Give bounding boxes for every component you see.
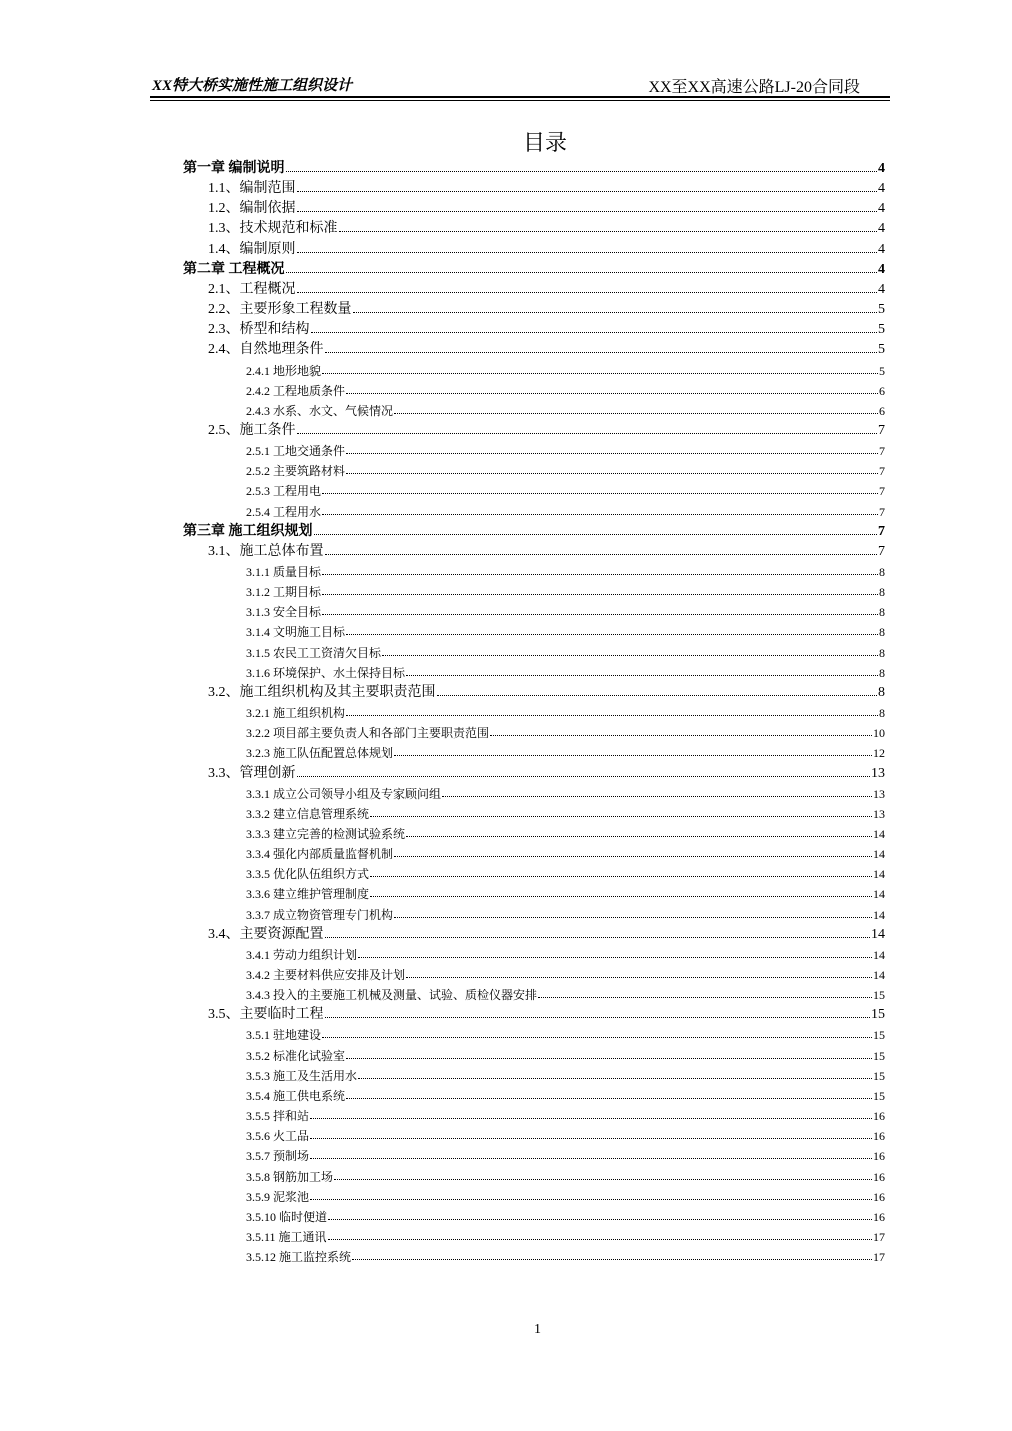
- toc-entry-page: 5: [879, 363, 885, 378]
- toc-entry-title: 3.5.11 施工通讯: [246, 1229, 327, 1244]
- toc-entry-page: 6: [879, 383, 885, 398]
- toc-dot-leader: [370, 816, 872, 817]
- header-rule: [150, 96, 890, 98]
- toc-entry-page: 4: [878, 221, 885, 237]
- toc-dot-leader: [325, 937, 871, 938]
- toc-entry-title: 3.3.5 优化队伍组织方式: [246, 867, 370, 882]
- toc-entry-page: 7: [879, 504, 885, 519]
- toc-entry[interactable]: [246, 620, 885, 640]
- toc-entry-page: 16: [873, 1209, 885, 1224]
- toc-entry[interactable]: [246, 983, 885, 1003]
- toc-entry[interactable]: [246, 862, 885, 882]
- toc-entry[interactable]: [208, 278, 885, 298]
- toc-dot-leader: [322, 1037, 872, 1038]
- toc-entry-page: 13: [871, 765, 885, 781]
- toc-entry-page: 4: [878, 181, 885, 197]
- toc-dot-leader: [353, 312, 878, 313]
- toc-dot-leader: [394, 413, 878, 414]
- toc-entry-title: 2.5.3 工程用电: [246, 484, 322, 499]
- toc-entry-title: 2.4.1 地形地貌: [246, 363, 322, 378]
- toc-entry-title: 3.5.6 火工品: [246, 1129, 310, 1144]
- toc-dot-leader: [297, 211, 878, 212]
- toc-dot-leader: [314, 534, 878, 535]
- toc-dot-leader: [346, 634, 878, 635]
- toc-entry-title: 1.4、编制原则: [208, 241, 296, 257]
- toc-entry-page: 4: [878, 161, 885, 176]
- toc-entry[interactable]: [246, 1124, 885, 1144]
- toc-dot-leader: [346, 715, 878, 716]
- toc-entry-page: 8: [879, 605, 885, 620]
- toc-entry-title: 3.4.1 劳动力组织计划: [246, 947, 358, 962]
- toc-entry[interactable]: [246, 782, 885, 802]
- toc-entry-page: 7: [878, 523, 885, 539]
- toc-entry-page: 14: [873, 847, 885, 862]
- toc-entry[interactable]: [208, 419, 885, 439]
- toc-entry-title: 1.1、编制范围: [208, 181, 296, 197]
- toc-entry[interactable]: [208, 762, 885, 782]
- toc-entry-title: 1.3、技术规范和标准: [208, 221, 338, 237]
- toc-dot-leader: [382, 655, 878, 656]
- toc-entry[interactable]: [246, 963, 885, 983]
- toc-dot-leader: [346, 1058, 872, 1059]
- toc-entry[interactable]: [246, 822, 885, 842]
- toc-dot-leader: [297, 433, 878, 434]
- toc-entry-title: 3.1.3 安全目标: [246, 605, 322, 620]
- toc-entry[interactable]: [246, 379, 885, 399]
- toc-entry-title: 第二章 工程概况: [183, 261, 285, 277]
- toc-entry[interactable]: [246, 721, 885, 741]
- toc-entry-page: 8: [879, 665, 885, 680]
- toc-entry[interactable]: [246, 459, 885, 479]
- toc-entry-title: 3.5.3 施工及生活用水: [246, 1068, 358, 1083]
- toc-entry-title: 2.5.1 工地交通条件: [246, 444, 346, 459]
- toc-entry[interactable]: [246, 943, 885, 963]
- toc-entry-page: 4: [878, 241, 885, 257]
- toc-dot-leader: [406, 977, 872, 978]
- toc-entry-page: 7: [878, 422, 885, 438]
- toc-entry[interactable]: [246, 1104, 885, 1124]
- toc-dot-leader: [322, 493, 878, 494]
- toc-dot-leader: [346, 393, 878, 394]
- toc-entry-page: 15: [871, 1007, 885, 1023]
- header-document-title: XX特大桥实施性施工组织设计: [152, 78, 353, 94]
- toc-entry[interactable]: [208, 238, 885, 258]
- toc-entry-title: 3.5.7 预制场: [246, 1149, 310, 1164]
- toc-entry-page: 17: [873, 1250, 885, 1265]
- toc-entry-page: 14: [873, 826, 885, 841]
- toc-entry[interactable]: [208, 177, 885, 197]
- toc-entry-title: 2.5、施工条件: [208, 422, 296, 438]
- toc-entry[interactable]: [246, 882, 885, 902]
- toc-entry[interactable]: [183, 520, 885, 540]
- toc-entry[interactable]: [208, 540, 885, 560]
- toc-entry-page: 12: [873, 746, 885, 761]
- toc-entry-title: 3.4、主要资源配置: [208, 926, 324, 942]
- toc-dot-leader: [325, 554, 878, 555]
- toc-entry-title: 3.3.6 建立维护管理制度: [246, 887, 370, 902]
- toc-entry-page: 8: [879, 645, 885, 660]
- toc-entry-title: 第三章 施工组织规划: [183, 523, 313, 539]
- toc-dot-leader: [346, 453, 878, 454]
- toc-dot-leader: [310, 1199, 872, 1200]
- toc-entry[interactable]: [246, 802, 885, 822]
- toc-entry-page: 14: [873, 887, 885, 902]
- toc-entry-page: 6: [879, 403, 885, 418]
- toc-entry-page: 5: [878, 322, 885, 338]
- toc-dot-leader: [352, 1259, 872, 1260]
- toc-dot-leader: [311, 332, 878, 333]
- toc-dot-leader: [394, 755, 872, 756]
- toc-entry-title: 3.5、主要临时工程: [208, 1007, 324, 1023]
- toc-dot-leader: [297, 252, 878, 253]
- toc-entry-title: 2.4.3 水系、水文、气候情况: [246, 403, 394, 418]
- toc-entry[interactable]: [246, 1144, 885, 1164]
- toc-entry-page: 14: [873, 968, 885, 982]
- toc-entry[interactable]: [208, 681, 885, 701]
- toc-entry-title: 3.4.2 主要材料供应安排及计划: [246, 968, 406, 982]
- toc-entry-title: 3.1.4 文明施工目标: [246, 625, 346, 640]
- toc-entry-title: 3.1.1 质量目标: [246, 565, 322, 579]
- toc-entry[interactable]: [208, 1003, 885, 1023]
- toc-entry-title: 3.3.2 建立信息管理系统: [246, 806, 370, 821]
- toc-dot-leader: [322, 574, 878, 575]
- toc-entry-title: 1.2、编制依据: [208, 201, 296, 217]
- toc-entry-page: 7: [879, 444, 885, 459]
- toc-entry[interactable]: [208, 923, 885, 943]
- toc-entry[interactable]: [246, 1165, 885, 1185]
- toc-entry[interactable]: [246, 500, 885, 520]
- toc-entry[interactable]: [208, 217, 885, 237]
- toc-dot-leader: [328, 1219, 872, 1220]
- toc-dot-leader: [322, 594, 878, 595]
- toc-entry-page: 15: [873, 1088, 885, 1103]
- toc-entry-page: 14: [873, 947, 885, 962]
- toc-dot-leader: [358, 957, 872, 958]
- toc-entry-page: 10: [873, 726, 885, 741]
- toc-dot-leader: [406, 675, 878, 676]
- toc-entry-page: 5: [878, 302, 885, 318]
- page-header: [150, 72, 890, 96]
- toc-entry-page: 8: [879, 625, 885, 640]
- toc-dot-leader: [322, 614, 878, 615]
- toc-entry[interactable]: [246, 701, 885, 721]
- toc-entry-page: 7: [878, 543, 885, 559]
- toc-dot-leader: [394, 917, 872, 918]
- toc-entry-title: 3.3.7 成立物资管理专门机构: [246, 907, 394, 922]
- toc-entry-title: 3.5.4 施工供电系统: [246, 1088, 346, 1103]
- toc-entry[interactable]: [246, 1185, 885, 1205]
- toc-entry-title: 3.3.4 强化内部质量监督机制: [246, 847, 394, 862]
- toc-entry-page: 16: [873, 1149, 885, 1164]
- toc-dot-leader: [286, 272, 878, 273]
- toc-entry-page: 15: [873, 988, 885, 1003]
- toc-entry-title: 3.5.10 临时便道: [246, 1209, 328, 1224]
- toc-entry-page: 13: [873, 806, 885, 821]
- toc-entry-title: 3.1.2 工期目标: [246, 585, 322, 600]
- toc-entry-title: 3.2、施工组织机构及其主要职责范围: [208, 684, 436, 700]
- toc-entry-page: 4: [878, 281, 885, 297]
- toc-entry-title: 3.3.3 建立完善的检测试验系统: [246, 826, 406, 841]
- toc-dot-leader: [442, 796, 872, 797]
- toc-entry[interactable]: [246, 1084, 885, 1104]
- toc-dot-leader: [394, 856, 872, 857]
- toc-entry-page: 16: [873, 1189, 885, 1204]
- toc-entry-page: 8: [879, 585, 885, 600]
- toc-dot-leader: [437, 695, 878, 696]
- toc-entry-page: 14: [873, 907, 885, 922]
- toc-entry-page: 13: [873, 786, 885, 801]
- toc-dot-leader: [297, 191, 878, 192]
- toc-entry-page: 4: [878, 261, 885, 277]
- toc-dot-leader: [339, 231, 878, 232]
- toc-dot-leader: [406, 836, 872, 837]
- toc-entry[interactable]: [246, 1225, 885, 1245]
- toc-entry-page: 15: [873, 1048, 885, 1063]
- toc-entry-title: 2.4、自然地理条件: [208, 342, 324, 358]
- toc-entry[interactable]: [246, 903, 885, 923]
- toc-entry-page: 17: [873, 1229, 885, 1244]
- toc-entry-title: 2.5.2 主要筑路材料: [246, 464, 346, 479]
- toc-entry[interactable]: [246, 600, 885, 620]
- toc-entry[interactable]: [208, 197, 885, 217]
- toc-entry-title: 3.4.3 投入的主要施工机械及测量、试验、质检仪器安排: [246, 988, 538, 1003]
- toc-dot-leader: [310, 1138, 872, 1139]
- toc-entry-page: 7: [879, 464, 885, 479]
- toc-title: 目录: [522, 130, 567, 155]
- page-number: 1: [534, 1322, 541, 1337]
- toc-entry-page: 7: [879, 484, 885, 499]
- toc-dot-leader: [310, 1158, 872, 1159]
- toc-entry-title: 3.1.6 环境保护、水土保持目标: [246, 665, 406, 680]
- toc-entry-title: 2.3、桥型和结构: [208, 322, 310, 338]
- toc-dot-leader: [322, 514, 878, 515]
- toc-entry-title: 3.1.5 农民工工资清欠目标: [246, 645, 382, 660]
- toc-entry-title: 3.5.2 标准化试验室: [246, 1048, 346, 1063]
- toc-entry-title: 3.5.8 钢筋加工场: [246, 1169, 334, 1184]
- toc-entry[interactable]: [246, 560, 885, 580]
- toc-dot-leader: [286, 171, 878, 172]
- toc-entry-page: 16: [873, 1129, 885, 1144]
- toc-entry-title: 2.5.4 工程用水: [246, 504, 322, 519]
- toc-entry-title: 2.2、主要形象工程数量: [208, 302, 352, 318]
- toc-entry-page: 8: [879, 565, 885, 579]
- toc-dot-leader: [297, 776, 871, 777]
- toc-dot-leader: [358, 1078, 872, 1079]
- toc-entry[interactable]: [208, 318, 885, 338]
- toc-dot-leader: [370, 876, 872, 877]
- toc-entry-page: 15: [873, 1028, 885, 1043]
- toc-entry-page: 5: [878, 342, 885, 358]
- toc-dot-leader: [322, 373, 878, 374]
- toc-dot-leader: [297, 292, 878, 293]
- toc-entry-title: 2.1、工程概况: [208, 281, 296, 297]
- toc-entry[interactable]: [246, 359, 885, 379]
- toc-dot-leader: [310, 1118, 872, 1119]
- toc-entry-page: 8: [878, 684, 885, 700]
- toc-entry[interactable]: [246, 641, 885, 661]
- toc-entry[interactable]: [208, 298, 885, 318]
- toc-dot-leader: [325, 1017, 871, 1018]
- toc-entry[interactable]: [246, 1245, 885, 1265]
- toc-dot-leader: [334, 1179, 872, 1180]
- toc-entry[interactable]: [246, 439, 885, 459]
- toc-entry[interactable]: [246, 661, 885, 681]
- toc-entry-page: 8: [879, 706, 885, 721]
- toc-entry[interactable]: [246, 842, 885, 862]
- toc-entry-title: 3.5.1 驻地建设: [246, 1028, 322, 1043]
- toc-dot-leader: [490, 735, 872, 736]
- toc-entry[interactable]: [183, 157, 885, 177]
- toc-entry-title: 3.2.1 施工组织机构: [246, 706, 346, 721]
- toc-entry-page: 14: [871, 926, 885, 942]
- toc-dot-leader: [346, 473, 878, 474]
- toc-entry-title: 2.4.2 工程地质条件: [246, 383, 346, 398]
- toc-entry[interactable]: [246, 741, 885, 761]
- toc-entry-title: 3.1、施工总体布置: [208, 543, 324, 559]
- toc-entry[interactable]: [246, 1044, 885, 1064]
- toc-entry[interactable]: [183, 258, 885, 278]
- toc-entry-page: 14: [873, 867, 885, 882]
- toc-dot-leader: [346, 1098, 872, 1099]
- toc-dot-leader: [325, 352, 878, 353]
- toc-entry[interactable]: [246, 1023, 885, 1043]
- toc-entry-title: 3.3、管理创新: [208, 765, 296, 781]
- toc-entry[interactable]: [246, 479, 885, 499]
- toc-entry[interactable]: [246, 399, 885, 419]
- toc-entry[interactable]: [246, 1064, 885, 1084]
- header-contract-section: XX至XX高速公路LJ-20合同段: [648, 79, 860, 96]
- toc-entry-title: 3.5.5 拌和站: [246, 1109, 310, 1124]
- toc-entry-page: 15: [873, 1068, 885, 1083]
- toc-entry-title: 3.2.2 项目部主要负责人和各部门主要职责范围: [246, 726, 490, 741]
- toc-entry-title: 3.3.1 成立公司领导小组及专家顾问组: [246, 786, 442, 801]
- toc-entry-title: 3.5.12 施工监控系统: [246, 1250, 352, 1265]
- header-rule-thin: [150, 100, 890, 101]
- toc-entry-page: 16: [873, 1169, 885, 1184]
- toc-entry-page: 4: [878, 201, 885, 217]
- toc-entry[interactable]: [246, 1205, 885, 1225]
- toc-dot-leader: [538, 997, 872, 998]
- toc-entry-page: 16: [873, 1109, 885, 1124]
- toc-entry-title: 第一章 编制说明: [183, 161, 285, 176]
- toc-entry-title: 3.5.9 泥浆池: [246, 1189, 310, 1204]
- toc-entry-title: 3.2.3 施工队伍配置总体规划: [246, 746, 394, 761]
- toc-entry[interactable]: [246, 580, 885, 600]
- toc-dot-leader: [370, 896, 872, 897]
- toc-dot-leader: [328, 1239, 872, 1240]
- toc-entry[interactable]: [208, 338, 885, 358]
